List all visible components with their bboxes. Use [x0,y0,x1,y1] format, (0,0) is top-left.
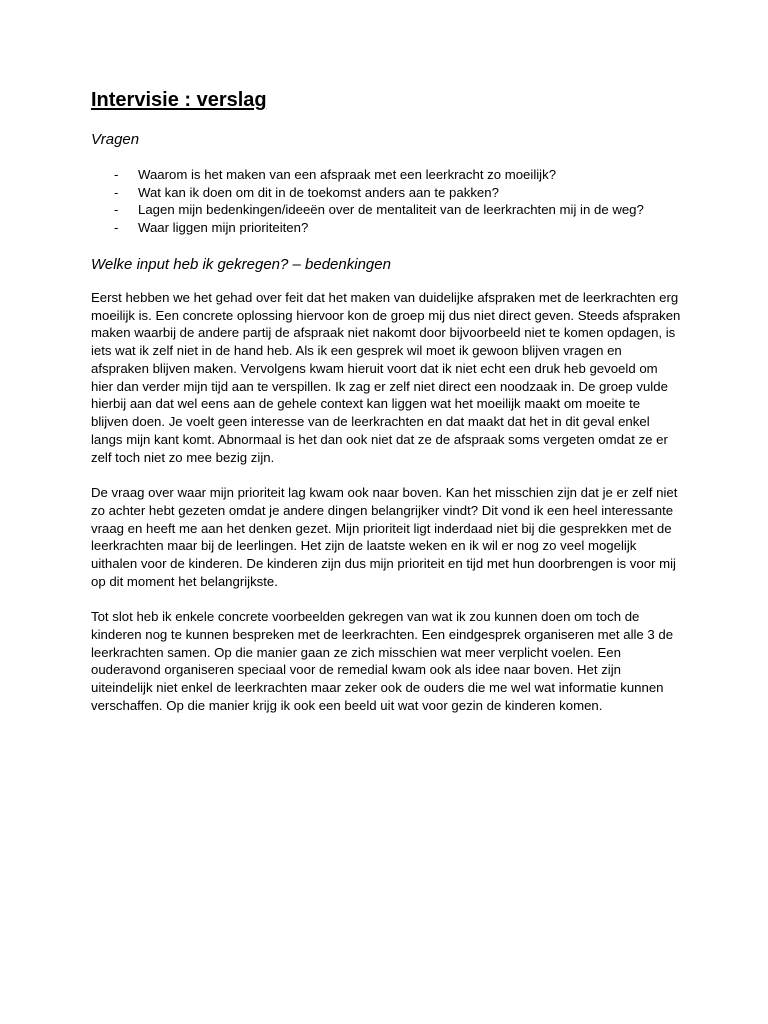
paragraph: Eerst hebben we het gehad over feit dat het maken van duidelijke afspraken met de leerkrachten erg moeilijk is. Een concrete oplossing hiervoor kon de groep mij dus niet direct geven. Steeds afspraken maken waarbij de andere partij de afspraak niet nakomt door bijvoorbeeld niet te komen opdagen, is iets wat ik zelf niet in de hand heb. Als ik een gesprek wil moet ik gewoon blijven vragen en afspraken blijven maken. Vervolgens kwam hieruit voort dat ik niet echt een druk heb gevoeld om hier dan verder mijn tijd aan te verspillen. Ik zag er zelf niet direct een noodzaak in. De groep vulde hierbij aan dat wel eens aan de gehele context kan liggen wat het moeilijk maakt om moeite te blijven doen. Je voelt geen interesse van de leerkrachten en dat maakt dat het in dit geval enkel langs mijn kant komt. Abnormaal is het dan ook niet dat ze de afspraak soms vergeten omdat ze er zelf toch niet zo mee bezig zijn. [91,289,681,465]
body-text [91,289,681,715]
list-item [91,184,678,202]
question-text: Waar liggen mijn prioriteiten? [138,220,309,236]
paragraph: Tot slot heb ik enkele concrete voorbeelden gekregen van wat ik zou kunnen doen om toch de kinderen nog te kunnen bespreken met de leerkrachten. Een eindgesprek organiseren met alle 3 de leerkrachten samen. Op die manier gaan ze zich misschien wat meer verplicht voelen. Een ouderavond organiseren speciaal voor de remedial kwam ook als idee naar boven. Het zijn uiteindelijk niet enkel de leerkrachten maar zeker ook de ouders die me wel wat informatie kunnen verschaffen. Op die manier krijg ik ook een beeld uit wat voor gezin de kinderen komen. [91,609,674,713]
question-text: Waarom is het maken van een afspraak met een leerkracht zo moeilijk? [138,167,557,182]
list-dash-marker: - [114,202,119,218]
section-heading-input: Welke input heb ik gekregen? – bedenkingen [91,255,391,273]
list-item [91,219,678,237]
question-list [91,166,681,237]
list-dash-marker: - [114,184,119,200]
list-dash-marker: - [114,220,119,236]
section-heading-vragen: Vragen [91,131,140,148]
list-item [91,201,678,219]
question-text: Lagen mijn bedenkingen/ideeën over de mentaliteit van de leerkrachten mij in de weg? [138,202,644,218]
paragraph: De vraag over waar mijn prioriteit lag kwam ook naar boven. Kan het misschien zijn dat je er zelf niet zo achter hebt gezeten omdat je andere dingen belangrijker vindt? Dit vond ik een heel interessante vraag en heeft me aan het denken gezet. Mijn prioriteit ligt inderdaad niet bij die gesprekken met de leerkrachten maar bij de leerlingen. Het zijn de laatste weken en ik wil er nog zo veel mogelijk uithalen voor de kinderen. De kinderen zijn dus mijn prioriteit en tijd met hun doorbrengen is voor mij op dit moment het belangrijkste. [91,485,678,589]
document-page [91,86,681,732]
question-text: Wat kan ik doen om dit in de toekomst anders aan te pakken? [138,184,499,200]
list-dash-marker: - [114,167,119,182]
list-item [91,166,678,184]
document-title: Intervisie : verslag [91,89,267,111]
